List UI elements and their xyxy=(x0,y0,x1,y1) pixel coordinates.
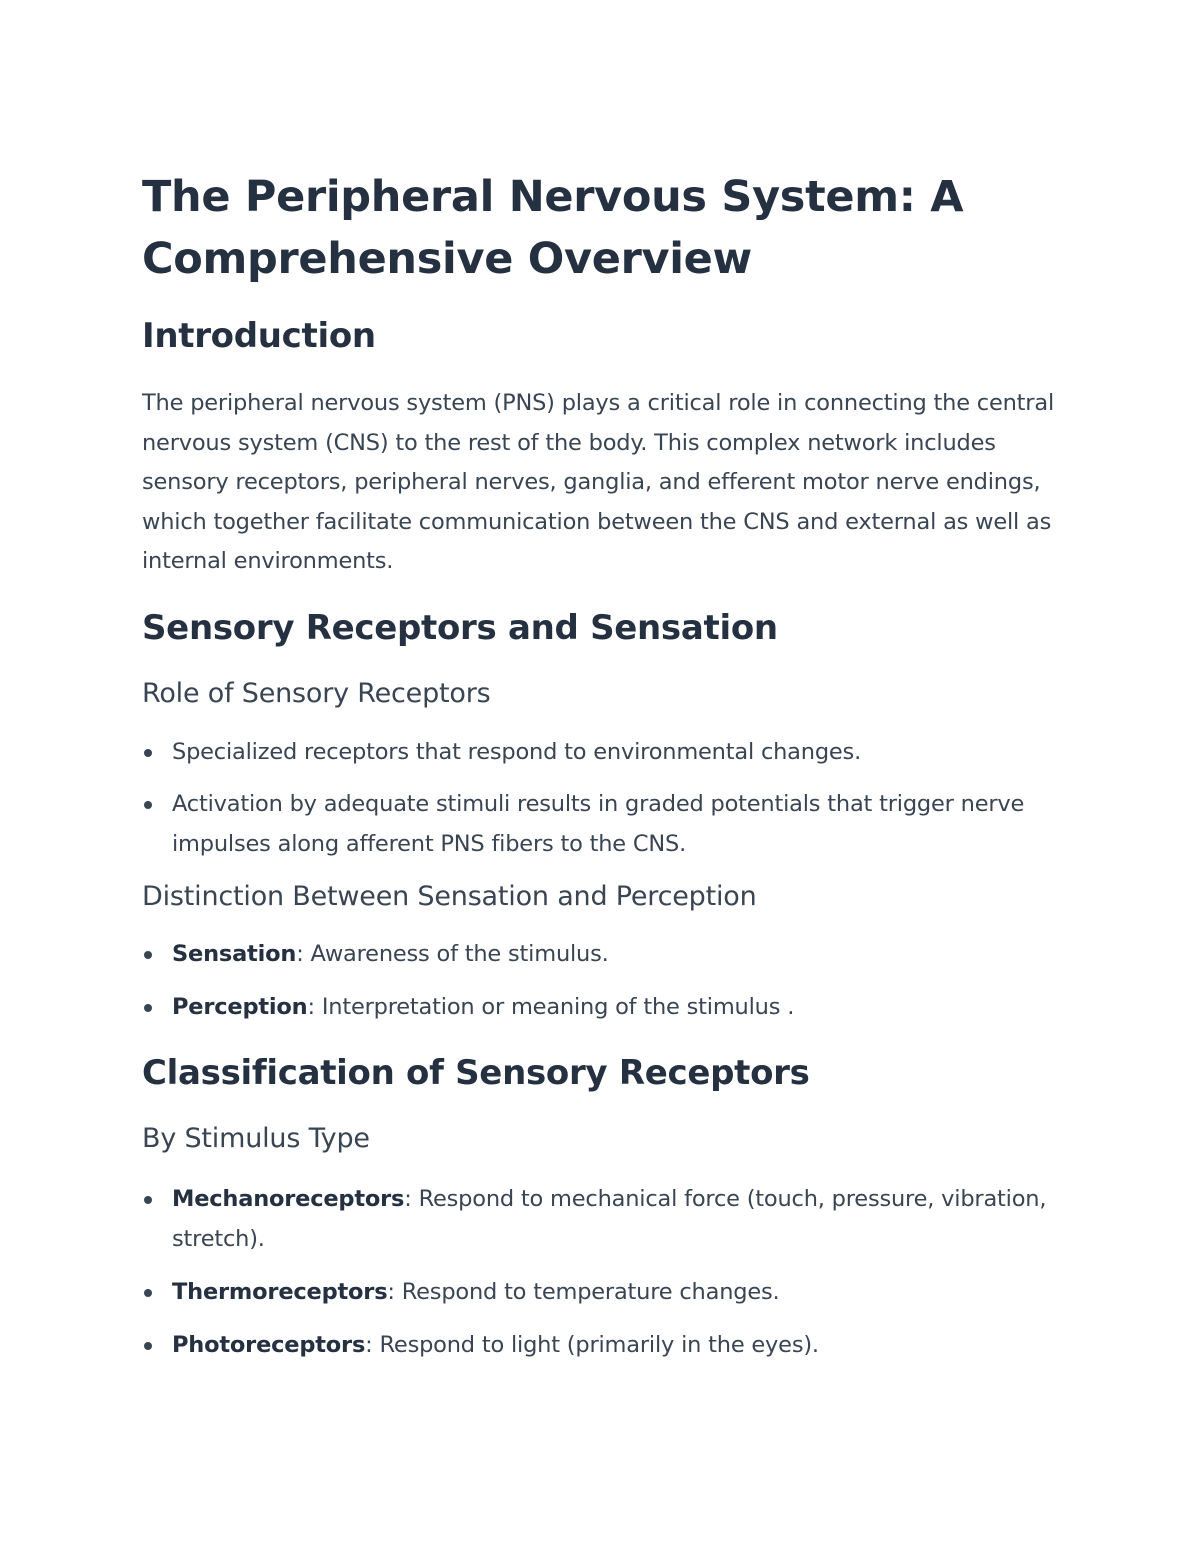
document-title: The Peripheral Nervous System: A Comprehensive Overview xyxy=(142,172,964,284)
list-item xyxy=(142,784,1062,864)
list-item xyxy=(142,1179,1062,1259)
list-item xyxy=(142,934,1062,974)
definition-text: Respond to temperature changes. xyxy=(401,1278,780,1305)
subsection-heading-role: Role of Sensory Receptors xyxy=(142,677,491,709)
section-heading-sensory-receptors: Sensory Receptors and Sensation xyxy=(142,607,778,648)
list-item xyxy=(142,732,1062,772)
term-separator: : xyxy=(296,940,311,967)
definition-text: Respond to mechanical force (touch, pressure, vibration, stretch). xyxy=(172,1185,1047,1252)
stimulus-type-list xyxy=(142,1179,1062,1365)
term-photoreceptors: Photoreceptors xyxy=(172,1331,366,1358)
term-mechanoreceptors: Mechanoreceptors xyxy=(172,1185,405,1212)
introduction-paragraph: The peripheral nervous system (PNS) plays a critical role in connecting the central nervous system (CNS) to the rest of the body. This complex network includes sensory receptors, peripheral nerves, ganglia, and efferent motor nerve endings, which together facilitate communication between the CNS and external as well as internal environments. xyxy=(142,390,1054,575)
term-separator: : xyxy=(307,993,322,1020)
term-thermoreceptors: Thermoreceptors xyxy=(172,1278,388,1305)
bullet-icon xyxy=(144,1289,152,1297)
definition-text: Interpretation or meaning of the stimulus . xyxy=(321,993,795,1020)
subsection-heading-distinction: Distinction Between Sensation and Perception xyxy=(142,880,757,912)
list-item-text: Specialized receptors that respond to environmental changes. xyxy=(172,738,862,765)
distinction-list xyxy=(142,934,1062,1027)
section-heading-classification: Classification of Sensory Receptors xyxy=(142,1052,810,1093)
role-list xyxy=(142,732,1062,864)
definition-text: Respond to light (primarily in the eyes). xyxy=(379,1331,819,1358)
bullet-icon xyxy=(144,749,152,757)
term-sensation: Sensation xyxy=(172,940,297,967)
bullet-icon xyxy=(144,801,152,809)
bullet-icon xyxy=(144,951,152,959)
list-item-text: Activation by adequate stimuli results in graded potentials that trigger nerve impulses along afferent PNS fibers to the CNS. xyxy=(172,790,1025,857)
subsection-heading-stimulus-type: By Stimulus Type xyxy=(142,1122,370,1154)
term-separator: : xyxy=(404,1185,419,1212)
term-perception: Perception xyxy=(172,993,308,1020)
section-heading-introduction: Introduction xyxy=(142,316,376,356)
bullet-icon xyxy=(144,1196,152,1204)
term-separator: : xyxy=(387,1278,402,1305)
bullet-icon xyxy=(144,1004,152,1012)
list-item xyxy=(142,1325,1062,1365)
document-page xyxy=(142,166,1062,1365)
definition-text: Awareness of the stimulus. xyxy=(310,940,609,967)
list-item xyxy=(142,1272,1062,1312)
bullet-icon xyxy=(144,1342,152,1350)
term-separator: : xyxy=(365,1331,380,1358)
list-item xyxy=(142,987,1062,1027)
